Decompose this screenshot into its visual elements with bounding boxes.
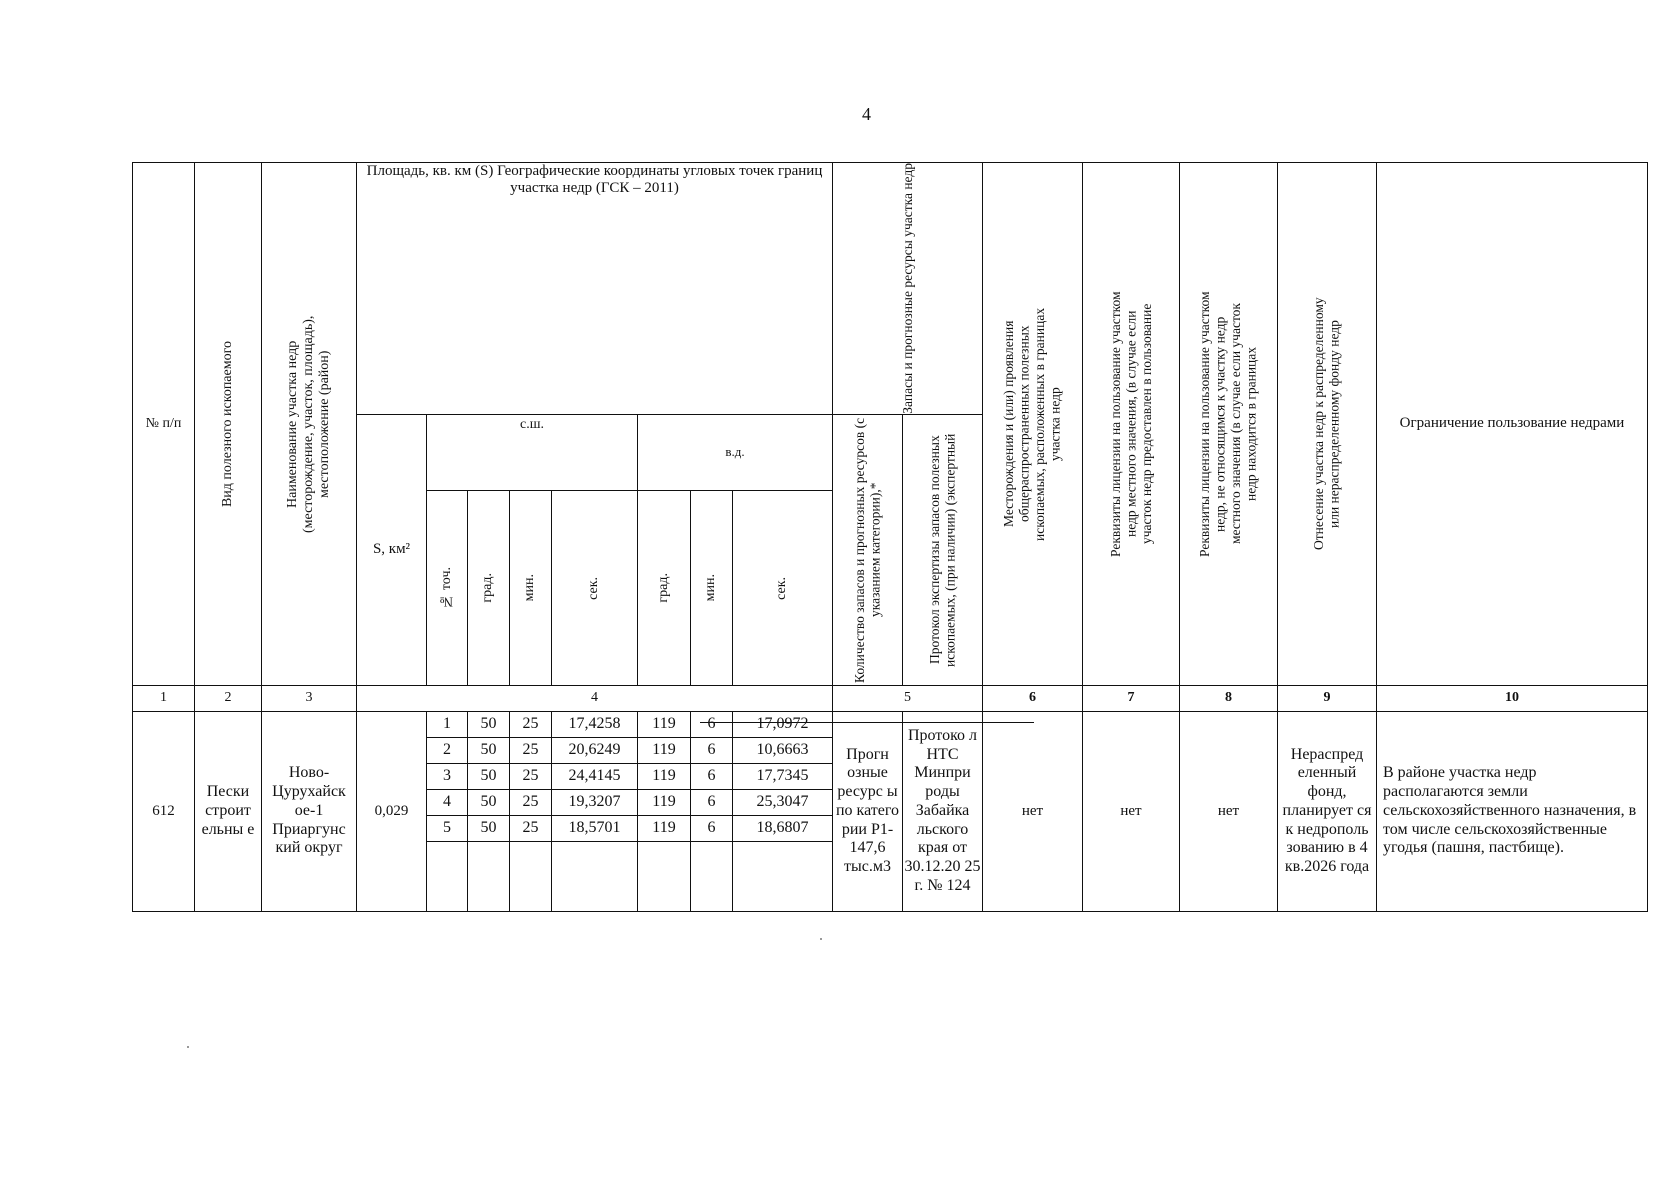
lat-deg: 50 — [468, 815, 510, 841]
header-plot-name-text: Наименование участка недр (месторождение, участок, площадь), местоположение (район) — [284, 315, 333, 533]
point-number: 1 — [427, 711, 468, 737]
point-number: 5 — [427, 815, 468, 841]
lat-min: 25 — [510, 789, 552, 815]
lon-sec: 17,7345 — [733, 763, 833, 789]
point-filler — [468, 841, 510, 911]
lon-min: 6 — [691, 763, 733, 789]
header-lat-sec — [552, 491, 638, 685]
header-point-number — [427, 491, 468, 685]
header-row-number — [133, 163, 195, 686]
mineral-type: Пески строит ельны е — [195, 711, 262, 911]
plot-area: 0,029 — [357, 711, 427, 911]
header-col-6-text: Месторождения и (или) проявления общераспространенных полезных ископаемых, расположенных в границах участка недр — [1001, 307, 1064, 541]
point-number: 3 — [427, 763, 468, 789]
header-lon-deg — [638, 491, 691, 685]
lon-deg: 119 — [638, 789, 691, 815]
lon-sec: 25,3047 — [733, 789, 833, 815]
header-lat-sec-text: сек. — [586, 576, 602, 600]
lat-deg: 50 — [468, 737, 510, 763]
lon-sec: 18,6807 — [733, 815, 833, 841]
header-col-10: Ограничение пользование недрами — [1377, 163, 1648, 686]
lat-min: 25 — [510, 763, 552, 789]
plot-name: Ново-Цурухайск ое-1 Приаргунс кий округ — [262, 711, 357, 911]
header-s-km2: S, км² — [357, 414, 427, 685]
lon-deg: 119 — [638, 815, 691, 841]
header-lon-sec-text: сек. — [774, 576, 790, 600]
column-number: 4 — [357, 685, 833, 711]
lon-min: 6 — [691, 711, 733, 737]
column-number: 1 — [133, 685, 195, 711]
lon-deg: 119 — [638, 763, 691, 789]
header-latitude: с.ш. — [427, 414, 638, 491]
lon-min: 6 — [691, 737, 733, 763]
lat-deg: 50 — [468, 763, 510, 789]
header-col-9-text: Отнесение участка недр к распределенному или нераспределенному фонду недр — [1311, 297, 1342, 551]
header-plot-name — [262, 163, 357, 686]
header-longitude: в.д. — [638, 414, 833, 491]
col-7-value: нет — [1083, 711, 1180, 911]
col-8-value: нет — [1180, 711, 1278, 911]
lat-min: 25 — [510, 815, 552, 841]
column-number: 5 — [833, 685, 983, 711]
header-point-number-text: № точ. — [438, 567, 454, 609]
lon-sec: 17,0972 — [733, 711, 833, 737]
point-filler — [552, 841, 638, 911]
header-col-6 — [983, 163, 1083, 686]
point-filler — [733, 841, 833, 911]
scan-speck — [820, 938, 822, 940]
scan-speck — [187, 1046, 189, 1048]
header-reserves-protocol — [903, 414, 983, 685]
header-col-8-text: Реквизиты лицензии на пользование участком недр, не относящимся к участку недр местного значения (в случае если участок недр находится в границах — [1197, 291, 1260, 557]
reserves-protocol: Протоко л НТС Минпри роды Забайка льского края от 30.12.20 25 г. № 124 — [903, 711, 983, 911]
lon-sec: 10,6663 — [733, 737, 833, 763]
column-number: 3 — [262, 685, 357, 711]
header-area-coordinates: Площадь, кв. км (S) Географические координаты угловых точек границ участка недр (ГСК – 2011) — [357, 163, 833, 415]
point-filler — [510, 841, 552, 911]
lat-min: 25 — [510, 737, 552, 763]
header-col-9 — [1278, 163, 1377, 686]
column-number: 10 — [1377, 685, 1648, 711]
column-number: 2 — [195, 685, 262, 711]
header-lon-min-text: мин. — [703, 574, 719, 602]
header-lon-deg-text: град. — [655, 573, 671, 603]
column-number: 6 — [983, 685, 1083, 711]
header-lat-min-text: мин. — [522, 574, 538, 602]
point-filler — [691, 841, 733, 911]
header-reserves-qty-text: Количество запасов и прогнозных ресурсов (с указанием категории),* — [851, 417, 883, 683]
column-number: 8 — [1180, 685, 1278, 711]
header-lat-deg-text: град. — [480, 573, 496, 603]
header-lon-sec — [733, 491, 833, 685]
lat-deg: 50 — [468, 711, 510, 737]
header-lat-min — [510, 491, 552, 685]
lat-min: 25 — [510, 711, 552, 737]
fund-status: Нераспред еленный фонд, планирует ся к недрополь зованию в 4 кв.2026 года — [1278, 711, 1377, 911]
lat-sec: 24,4145 — [552, 763, 638, 789]
header-lon-min — [691, 491, 733, 685]
header-col-7-text: Реквизиты лицензии на пользование участком недр местного значения, (в случае если участок недр предоставлен в пользование — [1107, 291, 1154, 557]
usage-restriction: В районе участка недр располагаются земли сельскохозяйственного назначения, в том числе сельскохозяйственные угодья (пашня, пастбище). — [1377, 711, 1648, 911]
point-number: 4 — [427, 789, 468, 815]
header-col-7 — [1083, 163, 1180, 686]
page-number: 4 — [862, 104, 871, 124]
header-reserves-qty — [833, 414, 903, 685]
subsoil-register-table — [132, 162, 1648, 912]
header-mineral-type-text: Вид полезного ископаемого — [219, 340, 235, 507]
col-6-value: нет — [983, 711, 1083, 911]
lat-deg: 50 — [468, 789, 510, 815]
lon-deg: 119 — [638, 737, 691, 763]
lon-min: 6 — [691, 815, 733, 841]
column-number: 9 — [1278, 685, 1377, 711]
row-number: 612 — [133, 711, 195, 911]
point-filler — [427, 841, 468, 911]
header-reserves-protocol-text: Протокол экспертизы запасов полезных ископаемых, (при наличии) (экспертный — [926, 433, 958, 667]
header-row-number-text: № п/п — [145, 415, 182, 431]
reserves-quantity: Прогн озные ресурс ы по катего рии Р1- 147,6 тыс.м3 — [833, 711, 903, 911]
column-number: 7 — [1083, 685, 1180, 711]
lat-sec: 18,5701 — [552, 815, 638, 841]
header-lat-deg — [468, 491, 510, 685]
point-filler — [638, 841, 691, 911]
header-reserves — [833, 163, 983, 415]
lat-sec: 20,6249 — [552, 737, 638, 763]
point-number: 2 — [427, 737, 468, 763]
header-mineral-type — [195, 163, 262, 686]
lon-min: 6 — [691, 789, 733, 815]
header-col-8 — [1180, 163, 1278, 686]
lat-sec: 17,4258 — [552, 711, 638, 737]
lat-sec: 19,3207 — [552, 789, 638, 815]
lon-deg: 119 — [638, 711, 691, 737]
header-reserves-text: Запасы и прогнозные ресурсы участка недр — [899, 163, 915, 414]
end-separator-line — [700, 722, 1034, 723]
